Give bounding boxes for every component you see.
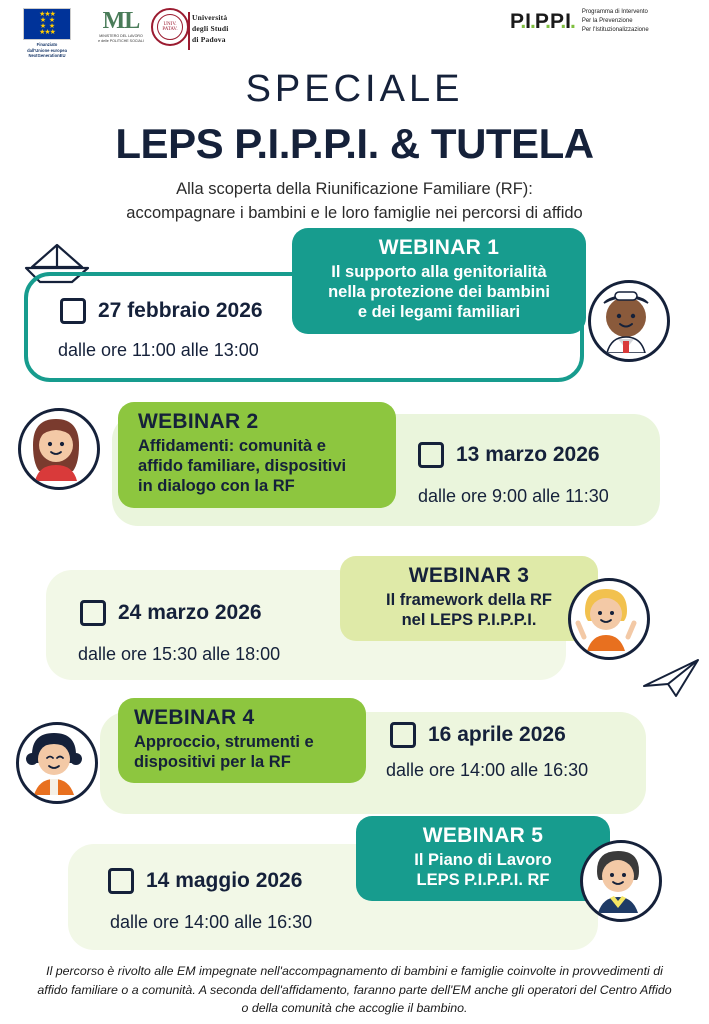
sailor-child-avatar <box>588 280 670 362</box>
poster-eyebrow: SPECIALE <box>245 68 464 110</box>
girl-red-sweater-avatar <box>18 408 100 490</box>
page-title: LEPS P.I.P.P.I. & TUTELA <box>115 120 594 167</box>
poster-subtitle <box>0 178 709 226</box>
session-5-checkbox[interactable] <box>108 868 134 894</box>
session-5-webinar-label: WEBINAR 5 <box>422 824 544 847</box>
ministero-lavoro-caption: MINISTERO DEL LAVORO e delle POLITICHE SOCIALI <box>98 34 144 44</box>
session-4-checkbox[interactable] <box>390 722 416 748</box>
session-2-time: dalle ore 9:00 alle 11:30 <box>418 486 609 506</box>
paper-plane-icon <box>640 656 702 705</box>
session-3-checkbox[interactable] <box>80 600 106 626</box>
session-3-date-row <box>80 600 262 626</box>
session-2-checkbox[interactable] <box>418 442 444 468</box>
session-3-description: Il framework della RF nel LEPS P.I.P.P.I. <box>386 591 552 630</box>
session-2-description: Affidamenti: comunità e affido familiare, dispositivi in dialogo con la RF <box>138 437 347 496</box>
session-1-time: dalle ore 11:00 alle 13:00 <box>58 340 259 360</box>
footer-note: Il percorso è rivolto alle EM impegnate nell'accompagnamento di bambini e famiglie coinvolte in provvedimenti di affido familiare o a comunità. A seconda dell'affidamento, faranno parte dell'EM anche gli operatori del Centro Affido o della comunità che accoglie il bambino. <box>37 964 672 1016</box>
session-4-webinar-label: WEBINAR 4 <box>134 706 255 729</box>
session-5-time: dalle ore 14:00 alle 16:30 <box>110 912 313 932</box>
session-4-webinar-box <box>118 698 366 783</box>
session-5-date: 14 maggio 2026 <box>146 869 303 892</box>
session-4-time: dalle ore 14:00 alle 16:30 <box>386 760 589 780</box>
session-1-date: 27 febbraio 2026 <box>98 299 263 322</box>
pigtails-child-avatar <box>16 722 98 804</box>
universita-padova-wordmark <box>192 8 312 46</box>
session-1-description: Il supporto alla genitorialità nella protezione dei bambini e dei legami familiari <box>328 263 550 322</box>
session-1-webinar-label: WEBINAR 1 <box>378 236 500 259</box>
cheering-child-avatar <box>568 578 650 660</box>
session-2-date: 13 marzo 2026 <box>456 443 600 466</box>
session-1-webinar-box <box>292 228 586 334</box>
poster-subtitle-line1: Alla scoperta della Riunificazione Familiare (RF): <box>176 180 533 198</box>
pippi-wordmark: P.I.P.P.I. <box>510 10 575 33</box>
session-5-description: Il Piano di Lavoro LEPS P.I.P.P.I. RF <box>414 851 552 890</box>
logo-bar <box>0 8 709 64</box>
session-3-time: dalle ore 15:30 alle 18:00 <box>78 644 281 664</box>
ministero-lavoro-monogram: ML <box>102 8 140 34</box>
unipd-divider <box>188 12 190 50</box>
eu-flag-icon: ★★★ ★ ★ ★ ★ ★★★ <box>23 8 71 40</box>
session-1-date-row <box>60 298 263 324</box>
scout-child-avatar <box>580 840 662 922</box>
session-4-date: 16 aprile 2026 <box>428 723 566 746</box>
eu-next-generation-logo <box>16 8 78 59</box>
pippi-logo <box>510 8 700 35</box>
session-3-webinar-box <box>340 556 598 641</box>
pippi-caption: Programma di Intervento Per la Prevenzione Per l'Istituzionalizzazione <box>581 9 649 33</box>
session-3-date: 24 marzo 2026 <box>118 601 262 624</box>
session-2-webinar-label: WEBINAR 2 <box>138 410 259 433</box>
unipd-wordmark-text: Università degli Studi di Padova <box>192 13 229 44</box>
session-1-checkbox[interactable] <box>60 298 86 324</box>
session-5-webinar-box <box>356 816 610 901</box>
poster-subtitle-line2: accompagnare i bambini e le loro famiglie nei percorsi di affido <box>126 203 583 222</box>
session-2-webinar-box <box>118 402 396 508</box>
session-5-date-row <box>108 868 302 894</box>
session-2-date-row <box>418 442 600 468</box>
session-4-date-row <box>390 722 566 748</box>
eu-logo-caption: Finanziato dall'Unione europea NextGenerationEU <box>27 42 67 59</box>
session-3-webinar-label: WEBINAR 3 <box>408 564 530 587</box>
session-4-description: Approccio, strumenti e dispositivi per la RF <box>134 733 314 772</box>
seal-icon: UNIV. PATAV. <box>151 8 189 46</box>
